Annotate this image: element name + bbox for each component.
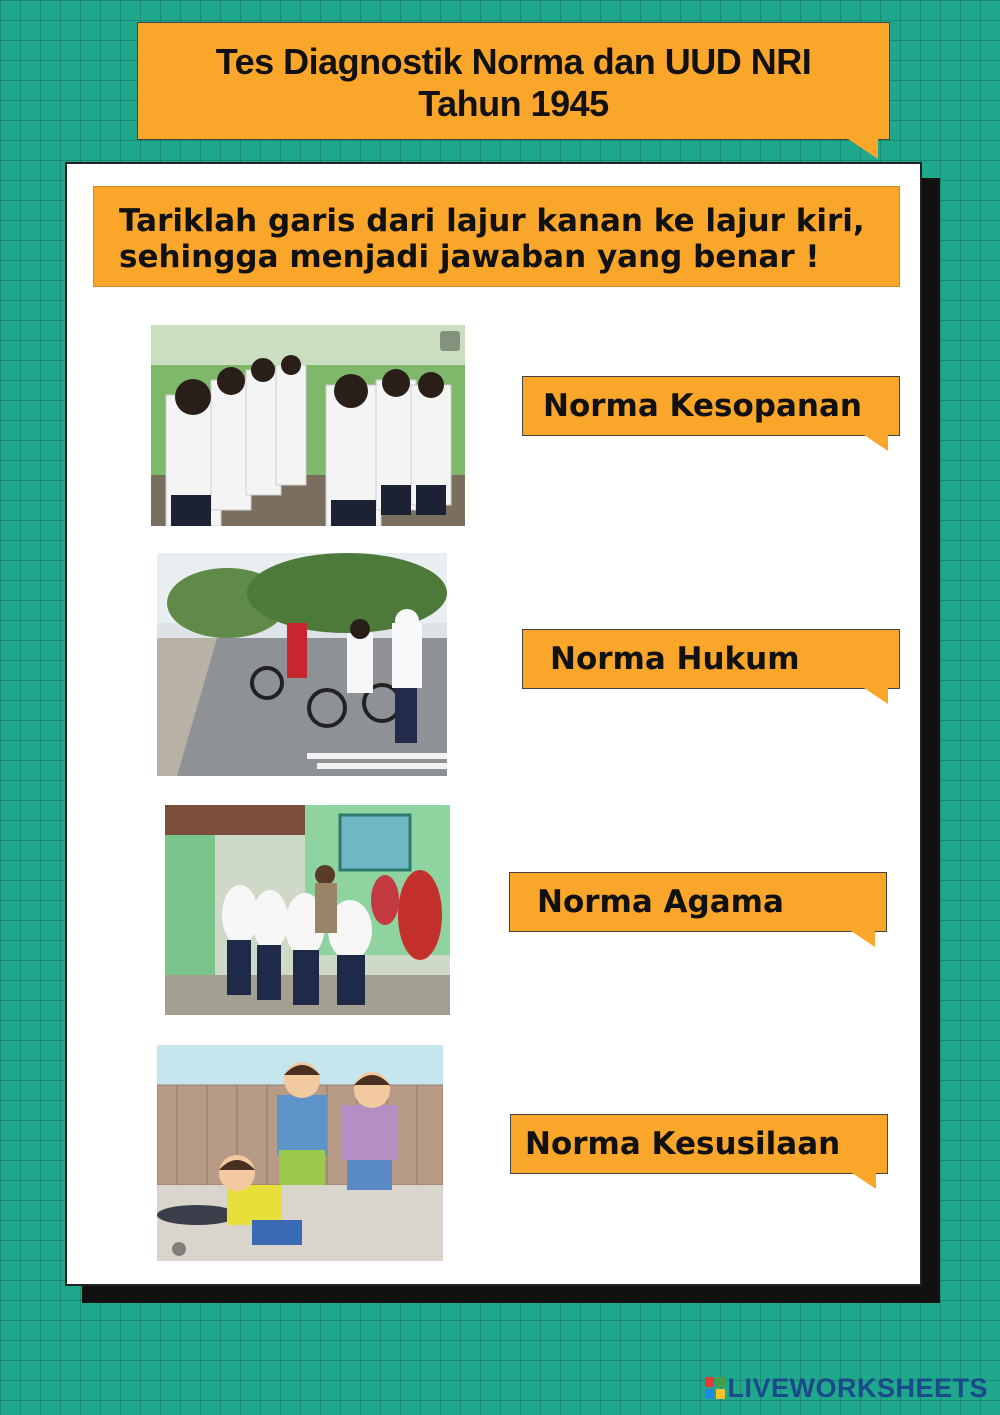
photo-students-crossing-road[interactable]	[157, 553, 447, 776]
option-bubble-tail	[851, 931, 875, 947]
option-label: Norma Kesusilaan	[525, 1126, 841, 1162]
option-label: Norma Agama	[537, 884, 784, 920]
instruction-line-2: sehingga menjadi jawaban yang benar !	[119, 239, 820, 275]
option-label: Norma Kesopanan	[543, 388, 862, 424]
instruction-box	[93, 186, 900, 287]
brand-name: LIVEWORKSHEETS	[727, 1373, 988, 1403]
option-norma-hukum[interactable]	[522, 629, 900, 689]
liveworksheets-logo[interactable]	[705, 1373, 988, 1404]
liveworksheets-icon	[705, 1377, 725, 1399]
option-bubble-tail	[864, 688, 888, 704]
photo-students-greeting-teachers[interactable]	[165, 805, 450, 1015]
title-line-2: Tahun 1945	[418, 83, 609, 124]
option-norma-kesopanan[interactable]	[522, 376, 900, 436]
title-bubble-tail	[848, 139, 878, 159]
option-label: Norma Hukum	[550, 641, 800, 677]
title-line-1: Tes Diagnostik Norma dan UUD NRI	[215, 41, 812, 82]
option-norma-kesusilaan[interactable]	[510, 1114, 888, 1174]
instruction-line-1: Tariklah garis dari lajur kanan ke lajur kiri,	[119, 203, 865, 239]
option-bubble-tail	[864, 435, 888, 451]
photo-students-praying[interactable]	[151, 325, 465, 526]
option-bubble-tail	[852, 1173, 876, 1189]
option-norma-agama[interactable]	[509, 872, 887, 932]
worksheet-title	[137, 22, 890, 140]
photo-children-helping-friend[interactable]	[157, 1045, 443, 1261]
